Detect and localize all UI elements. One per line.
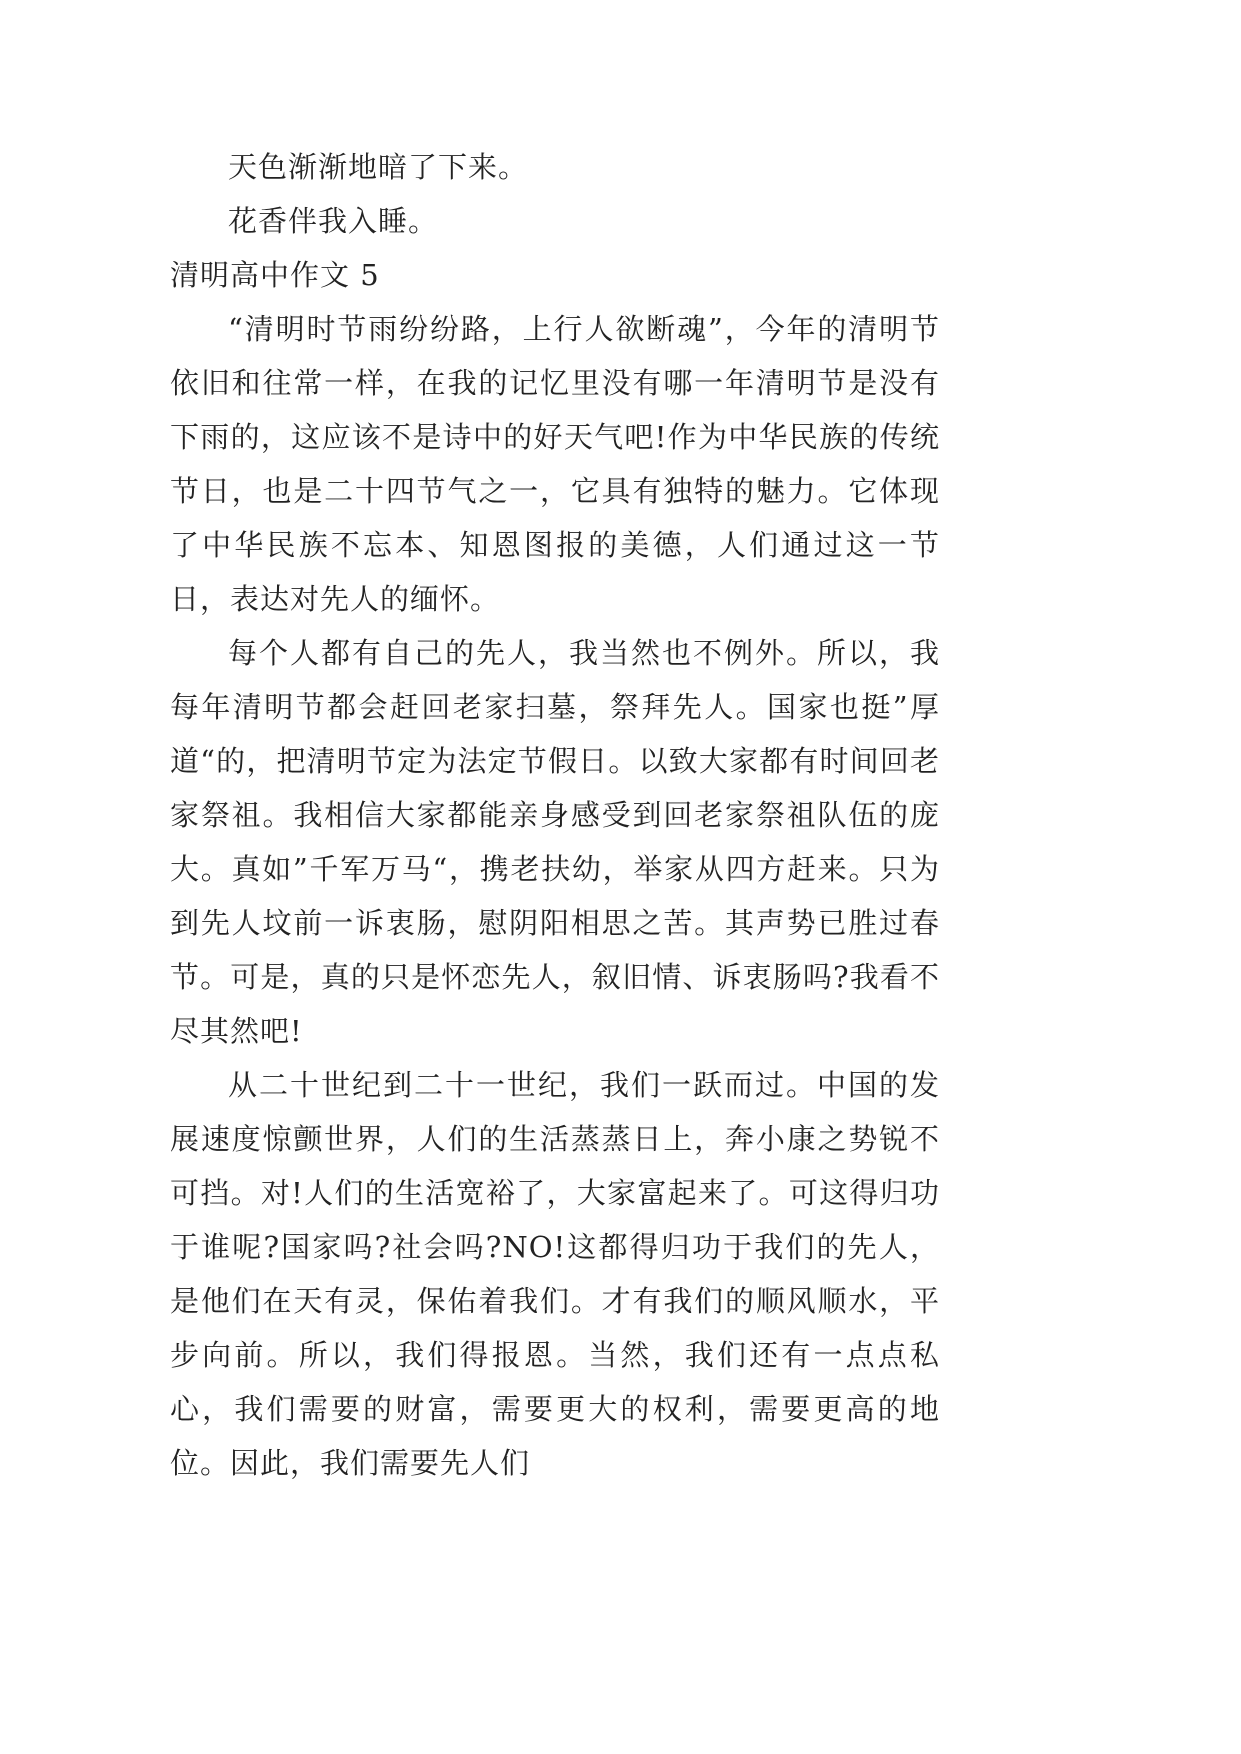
essay-heading: 清明高中作文 5 xyxy=(170,258,380,292)
document-body xyxy=(170,140,940,1490)
paragraph-qingming-intro: “清明时节雨纷纷路，上行人欲断魂”，今年的清明节依旧和往常一样，在我的记忆里没有哪一年清明节是没有下雨的，这应该不是诗中的好天气吧!作为中华民族的传统节日，也是二十四节气之一，它具有独特的魅力。它体现了中华民族不忘本、知恩图报的美德，人们通过这一节日，表达对先人的缅怀。 xyxy=(170,312,940,616)
paragraph-ancestors: 每个人都有自己的先人，我当然也不例外。所以，我每年清明节都会赶回老家扫墓，祭拜先人。国家也挺”厚道“的，把清明节定为法定节假日。以致大家都有时间回老家祭祖。我相信大家都能亲身感受到回老家祭祖队伍的庞大。真如”千军万马“，携老扶幼，举家从四方赶来。只为到先人坟前一诉衷肠，慰阴阳相思之苦。其声势已胜过春节。可是，真的只是怀恋先人，叙旧情、诉衷肠吗?我看不尽其然吧! xyxy=(170,636,940,1048)
paragraph-flower-fragrance: 花香伴我入睡。 xyxy=(228,204,439,238)
paragraph-development: 从二十世纪到二十一世纪，我们一跃而过。中国的发展速度惊颤世界，人们的生活蒸蒸日上，奔小康之势锐不可挡。对!人们的生活宽裕了，大家富起来了。可这得归功于谁呢?国家吗?社会吗?NO!这都得归功于我们的先人，是他们在天有灵，保佑着我们。才有我们的顺风顺水，平步向前。所以，我们得报恩。当然，我们还有一点点私心，我们需要的财富，需要更大的权利，需要更高的地位。因此，我们需要先人们 xyxy=(170,1068,940,1480)
paragraph-dusk: 天色渐渐地暗了下来。 xyxy=(228,150,529,184)
